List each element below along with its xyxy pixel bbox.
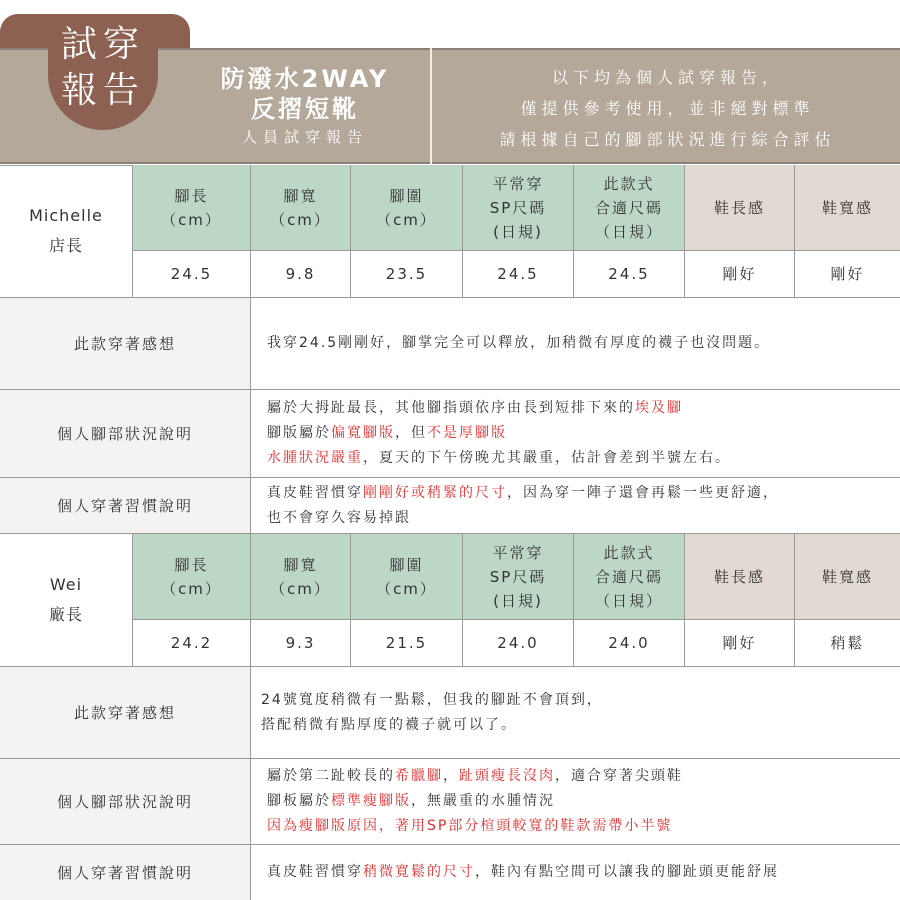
value-width-feel: 剛好 [795, 251, 900, 298]
value-usual-size: 24.5 [463, 251, 574, 298]
habit-text: 真皮鞋習慣穿剛剛好或稍緊的尺寸，因為穿一陣子還會再鬆一些更舒適， 也不會穿久容易掉跟 [251, 478, 900, 534]
value-fit-size: 24.5 [574, 251, 685, 298]
impression-text: 24號寬度稍微有一點鬆，但我的腳趾不會頂到， 搭配稍微有點厚度的襪子就可以了。 [251, 667, 900, 759]
value-length-feel: 剛好 [685, 251, 795, 298]
col-header-foot-girth: 腳圍 （cm） [351, 534, 463, 620]
person-title: 廠長 [48, 605, 83, 624]
value-foot-length: 24.5 [133, 251, 251, 298]
col-header-width-feel: 鞋寬感 [795, 165, 900, 251]
person-name-cell [0, 534, 133, 667]
value-foot-length: 24.2 [133, 620, 251, 667]
label-impression: 此款穿著感想 [0, 667, 251, 759]
value-usual-size: 24.0 [463, 620, 574, 667]
habit-text: 真皮鞋習慣穿稍微寬鬆的尺寸，鞋內有點空間可以讓我的腳趾頭更能舒展 [267, 864, 779, 880]
header-divider [430, 48, 432, 164]
disclaimer-notice: 以下均為個人試穿報告， 僅提供參考使用，並非絕對標準 請根據自己的腳部狀況進行綜合評估 [499, 68, 836, 149]
label-habit: 個人穿著習慣說明 [0, 478, 251, 534]
col-header-foot-length: 腳長 （cm） [133, 534, 251, 620]
col-header-foot-girth: 腳圍 （cm） [351, 165, 463, 251]
col-header-foot-width: 腳寬 （cm） [251, 165, 351, 251]
col-header-foot-width: 腳寬 （cm） [251, 534, 351, 620]
person-name: Wei [49, 575, 83, 594]
value-foot-width: 9.8 [251, 251, 351, 298]
person-name: Michelle [29, 206, 103, 225]
value-length-feel: 剛好 [685, 620, 795, 667]
label-foot-condition: 個人腳部狀況說明 [0, 759, 251, 845]
person-title: 店長 [48, 236, 83, 255]
col-header-usual-size: 平常穿 SP尺碼 (日規) [463, 165, 574, 251]
col-header-usual-size: 平常穿 SP尺碼 (日規) [463, 534, 574, 620]
impression-text: 我穿24.5剛剛好，腳掌完全可以釋放，加稍微有厚度的襪子也沒問題。 [251, 298, 900, 390]
value-foot-width: 9.3 [251, 620, 351, 667]
foot-condition-text: 屬於第二趾較長的希臘腳，趾頭瘦長沒肉，適合穿著尖頭鞋 腳板屬於標準瘦腳版，無嚴重的水腫情況 因為瘦腳版原因，著用SP部分楦頭較寬的鞋款需帶小半號 [251, 759, 900, 845]
product-title: 防潑水2WAY 反摺短靴 [220, 65, 390, 123]
label-impression: 此款穿著感想 [0, 298, 251, 390]
foot-condition-text: 屬於大拇趾最長，其他腳指頭依序由長到短排下來的埃及腳 腳版屬於偏寬腳版，但不是厚腳版 水腫狀況嚴重，夏天的下午傍晚尤其嚴重，估計會差到半號左右。 [251, 390, 900, 478]
col-header-fit-size: 此款式 合適尺碼 （日規） [574, 534, 685, 620]
value-foot-girth: 21.5 [351, 620, 463, 667]
product-subtitle: 人員試穿報告 [241, 128, 368, 146]
label-habit: 個人穿著習慣說明 [0, 845, 251, 900]
value-fit-size: 24.0 [574, 620, 685, 667]
col-header-length-feel: 鞋長感 [685, 165, 795, 251]
col-header-fit-size: 此款式 合適尺碼 （日規） [574, 165, 685, 251]
value-foot-girth: 23.5 [351, 251, 463, 298]
col-header-length-feel: 鞋長感 [685, 534, 795, 620]
value-width-feel: 稍鬆 [795, 620, 900, 667]
col-header-foot-length: 腳長 （cm） [133, 165, 251, 251]
person-name-cell [0, 165, 133, 298]
trial-report-badge-text: 試穿 報告 [60, 24, 145, 111]
col-header-width-feel: 鞋寬感 [795, 534, 900, 620]
label-foot-condition: 個人腳部狀況說明 [0, 390, 251, 478]
